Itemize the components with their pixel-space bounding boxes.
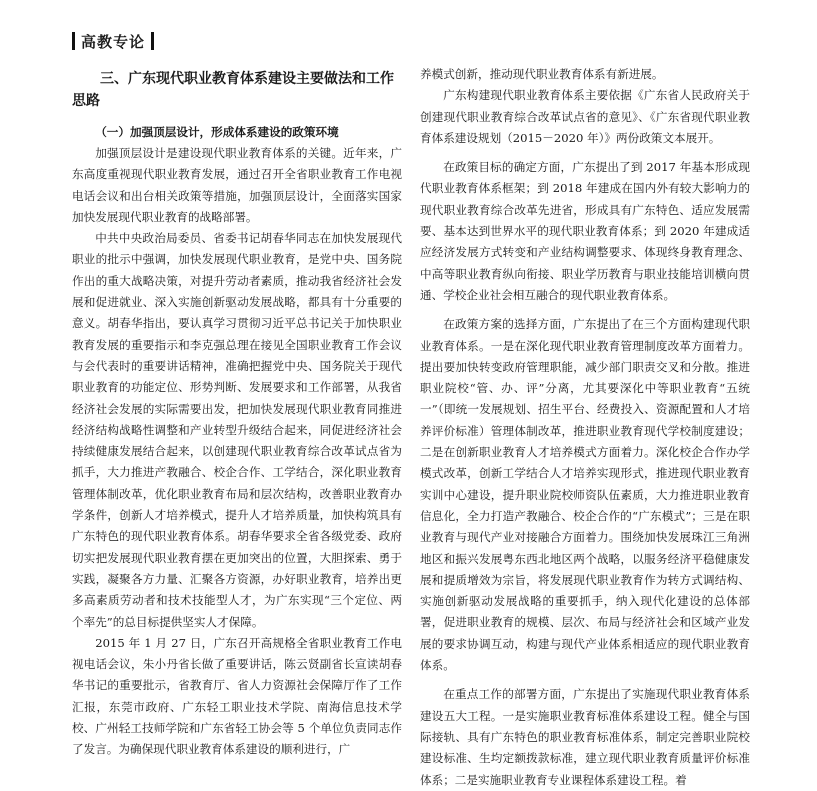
subsection-title: （一）加强顶层设计，形成体系建设的政策环境 — [95, 125, 339, 139]
paragraph: 中共中央政治局委员、省委书记胡春华同志在加快发展现代职业的批示中强调，加快发展现代职业教育，是党中央、国务院作出的重大战略决策，对提升劳动者素质，推动我省经济社会发展和促进就业、深入实施创新驱动发展战略，都具有十分重要的意义。胡春华指出，要认真学习贯彻习近平总书记关于加快职业教育发展的重要指示和李克强总理在接见全国职业教育工作会议与会代表时的重要讲话精神，准确把握党中央、国务院关于现代职业教育的功能定位、形势判断、发展要求和工作部署，从我省经济社会发展的实际需要出发，把加快发展现代职业教育同推进经济结构战略性调整和产业转型升级结合起来，同促进经济社会持续健康发展结合起来，以创建现代职业教育综合改革试点省为抓手，大力推进产教融合、校企合作、工学结合，深化职业教育管理体制改革，优化职业教育布局和层次结构，改善职业教育办学条件，创新人才培养模式，提升人才培养质量，加快构筑具有广东特色的现代职业教育体系。胡春华要求全省各级党委、政府切实把发展现代职业教育摆在更加突出的位置，大胆探索、勇于实践，凝聚各方力量、汇聚各方资源，办好职业教育，培养出更多高素质劳动者和技术技能型人才，为广东实现“三个定位、两个率先”的总目标提供坚实人才保障。 — [72, 231, 402, 629]
right-column — [420, 64, 750, 791]
paragraph: 广东构建现代职业教育体系主要依据《广东省人民政府关于创建现代职业教育综合改革试点省的意见》、《广东省现代职业教育体系建设规划（2015－2020 年）》两份政策文本展开。 — [420, 88, 750, 145]
column-header — [72, 30, 154, 52]
section-title: 三、广东现代职业教育体系建设主要做法和工作思路 — [72, 71, 394, 109]
header-title: 高教专论 — [81, 32, 146, 51]
paragraph-gap — [420, 676, 750, 684]
paragraph-continued: 养模式创新，推动现代职业教育体系有新进展。 — [420, 67, 664, 81]
paragraph: 2015 年 1 月 27 日，广东召开高规格全省职业教育工作电视电话会议，朱小丹省长做了重要讲话，陈云贤副省长宣读胡春华书记的重要批示，省教育厅、省人力资源社会保障厅作了工作汇报，东莞市政府、广东轻工职业技术学院、南海信息技术学校、广州轻工技师学院和广东省轻工协会等 5 个单位负责同志作了发言。为确保现代职业教育体系建设的顺利进行，广 — [72, 635, 402, 757]
paragraph: 加强顶层设计是建设现代职业教育体系的关键。近年来，广东高度重视现代职业教育发展，通过召开全省职业教育工作电视电话会议和出台相关政策等措施，加强顶层设计，全面落实国家加快发展现代职业教育的战略部署。 — [72, 146, 402, 224]
paragraph: 在政策方案的选择方面，广东提出了在三个方面构建现代职业教育体系。一是在深化现代职业教育管理制度改革方面着力。提出要加快转变政府管理职能，减少部门职责交叉和分散。推进职业院校“管、办、评”分离，尤其要深化中等职业教育“五统一”（即统一发展规划、招生平台、经费投入、资源配置和人才培养评价标准）管理体制改革，推进职业教育现代学校制度建设；二是在创新职业教育人才培养模式方面着力。深化校企合作办学模式改革，创新工学结合人才培养实现形式，推进现代职业教育实训中心建设，提升职业院校师资队伍素质，大力推进职业教育信息化，全力打造产教融合、校企合作的“广东模式”；三是在职业教育与现代产业对接融合方面着力。围绕加快发展珠江三角洲地区和振兴发展粤东西北地区两个战略，以服务经济平稳健康发展和提质增效为宗旨，将发展现代职业教育作为转方式调结构、实施创新驱动发展战略的重要抓手，纳入现代化建设的总体部署，促进职业教育的规模、层次、布局与经济社会和区域产业发展的要求协调互动，构建与现代产业体系相适应的现代职业教育体系。 — [420, 317, 750, 673]
paragraph: 在重点工作的部署方面，广东提出了实施现代职业教育体系建设五大工程。一是实施职业教育标准体系建设工程。健全与国际接轨、具有广东特色的职业教育标准体系，制定完善职业院校建设标准、生均定额拨款标准，建立现代职业教育质量评价标准体系；二是实施职业教育专业课程体系建设工程。着 — [420, 687, 750, 787]
paragraph: 在政策目标的确定方面，广东提出了到 2017 年基本形成现代职业教育体系框架；到 2018 年建成在国内外有较大影响力的现代职业教育综合改革先进省，形成具有广东特色、适应发展需要、基本达到世界水平的现代职业教育体系；到 2020 年建成适应经济发展方式转变和产业结构调整要求、体现终身教育理念、中高等职业教育纵向衔接、职业学历教育与职业技能培训横向贯通、学校企业社会相互融合的现代职业教育体系。 — [420, 160, 750, 302]
header-right-bar — [151, 32, 154, 50]
header-left-bar — [72, 32, 75, 50]
left-column — [72, 64, 402, 761]
paragraph-gap — [420, 149, 750, 157]
paragraph-gap — [420, 306, 750, 314]
